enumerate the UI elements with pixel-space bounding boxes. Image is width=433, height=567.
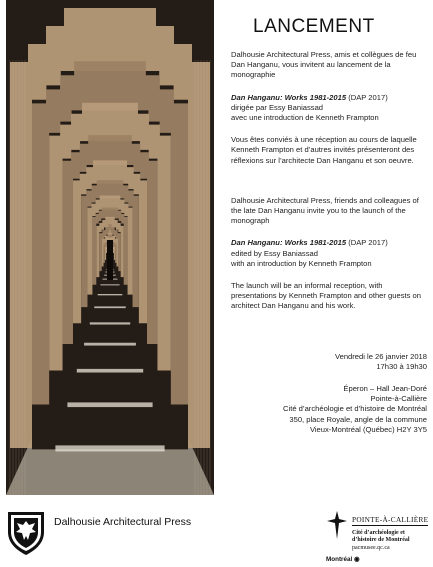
invitation-text [231,0,427,435]
fr-intro-by: avec une introduction de Kenneth Frampton [231,113,379,123]
shield-crest-icon [6,510,46,556]
fr-intro: Dalhousie Architectural Press, amis et collègues de feu Dan Hanganu, vous invitent au lancement de la monographie [231,50,417,80]
floor-light-strip [84,343,136,346]
pac-tower-icon [326,510,348,540]
fr-book-note: (DAP 2017) [346,92,388,102]
event-museum-full: Cité d’archéologie et d’histoire de Montréal [283,404,427,414]
en-book-line [231,238,427,248]
floor-light-strip [100,284,119,285]
en-book-title: Dan Hanganu: Works 1981-2015 [231,238,347,248]
fr-book-line [231,93,427,103]
press-name: Dalhousie Architectural Press [54,516,192,528]
event-museum: Pointe-à-Callière [370,394,427,404]
pac-subtitle-line-2: d’histoire de Montréal [352,537,410,543]
en-editor: edited by Essy Baniassad [231,248,318,258]
montreal-logo-icon: Montréal ◉ [326,556,360,563]
floor-light-strip [94,306,126,308]
corridor-arches-graphic [6,0,214,495]
page-title: LANCEMENT [253,16,375,37]
pac-name: POINTE-À-CALLIÈRE [352,515,429,524]
en-book-note: (DAP 2017) [346,238,388,248]
fr-book-title: Dan Hanganu: Works 1981-2015 [231,92,347,102]
floor-light-strip [55,445,164,451]
pac-subtitle [352,530,410,544]
fr-editor: dirigée par Essy Baniassad [231,102,324,112]
floor-light-strip [98,294,123,295]
corridor-photo [6,0,214,495]
en-intro: Dalhousie Architectural Press, friends and colleagues of the late Dan Hanganu invite you to the launch of the monograph [231,195,419,226]
pac-url: pacmusee.qc.ca [352,545,390,551]
event-venue: Éperon – Hall Jean-Doré [343,384,427,394]
event-date: Vendredi le 26 janvier 2018 [334,351,427,361]
en-intro-by: with an introduction by Kenneth Frampton [231,258,372,268]
press-logo [6,510,246,560]
pac-logo [322,508,430,566]
pac-subtitle-line-1: Cité d’archéologie et [352,530,405,536]
corridor-end [107,240,113,280]
event-address: 350, place Royale, angle de la commune [289,414,427,424]
en-invite: The launch will be an informal reception, with presentations by Kenneth Frampton and other guests on architect Dan Hanganu and his work. [231,281,421,311]
event-time: 17h30 à 19h30 [376,361,427,371]
floor-light-strip [90,322,130,324]
floor-light-strip [77,369,143,373]
event-city: Vieux-Montréal (Québec) H2Y 3Y5 [309,424,427,434]
floor-light-strip [67,402,152,407]
event-details [231,352,427,435]
fr-invite: Vous êtes conviés à une réception au cours de laquelle Kenneth Frampton et d’autres invités présenteront des réflexions sur l’architecte Dan Hanganu et son oeuvre. [231,135,417,165]
montreal-label: Montréal [326,556,353,563]
